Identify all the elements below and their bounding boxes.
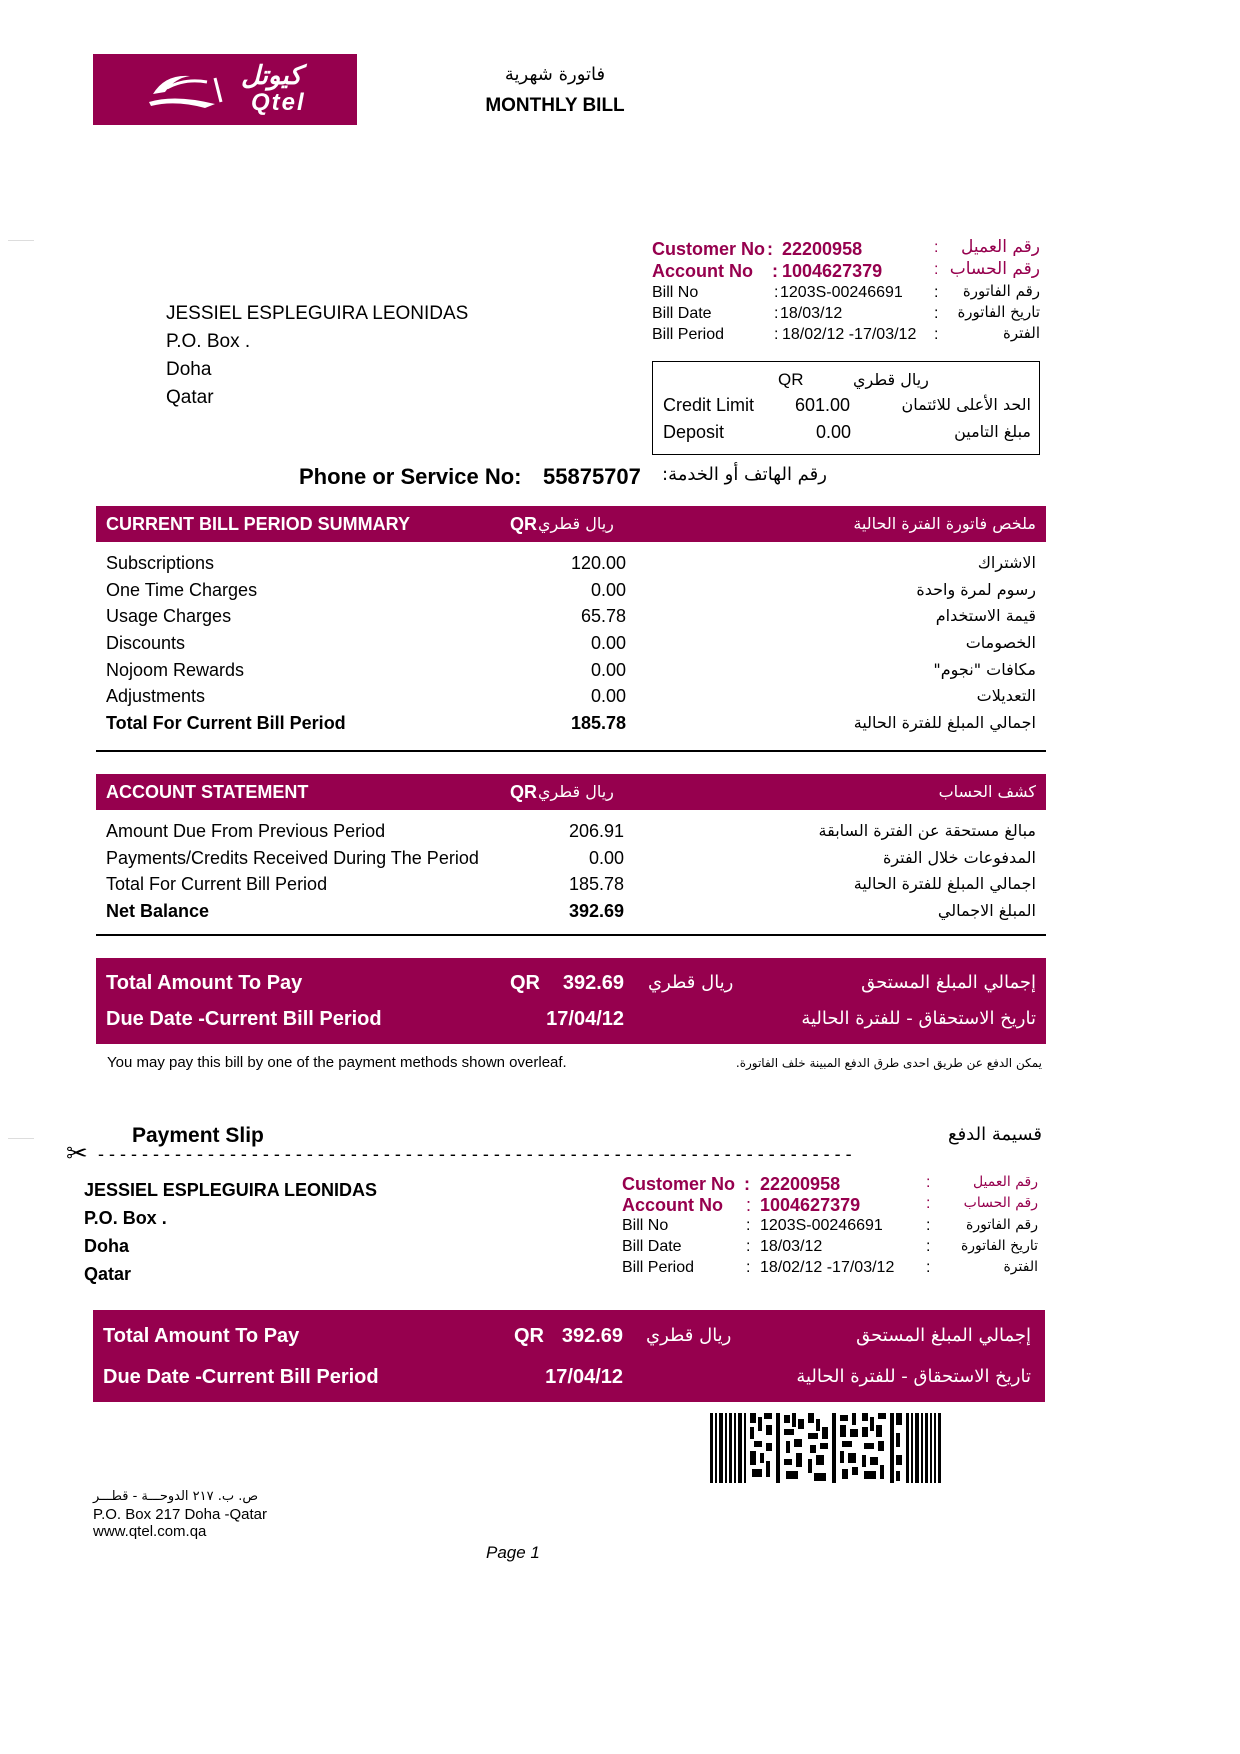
customer-no-value: 22200958: [782, 239, 863, 259]
statement-row-label: Payments/Credits Received During The Period: [106, 847, 479, 868]
slip-total-label: Total Amount To Pay: [103, 1325, 300, 1347]
bill-no-colon: :: [774, 284, 779, 301]
bill-no-sep: :: [934, 284, 939, 301]
account-no-value: 1004627379: [782, 261, 883, 281]
slip-bill-period-value: 18/02/12 -17/03/12: [760, 1259, 895, 1276]
credit-currency: QR: [778, 370, 804, 389]
summary-title: CURRENT BILL PERIOD SUMMARY: [106, 514, 411, 534]
account-no-arabic: رقم الحساب: [949, 259, 1040, 279]
summary-row-value: 120.00: [570, 553, 626, 573]
bill-date-colon: :: [774, 305, 779, 322]
slip-customer-no-label: Customer No: [622, 1174, 736, 1194]
payment-note-arabic: يمكن الدفع عن طريق احدى طرق الدفع المبينة خلف الفاتورة.: [735, 1056, 1042, 1070]
bill-no-value: 1203S-00246691: [780, 284, 903, 301]
summary-row-label: Usage Charges: [106, 606, 232, 627]
bill-no-arabic: رقم الفاتورة: [962, 282, 1040, 300]
customer-name: JESSIEL ESPLEGUIRA LEONIDAS: [166, 303, 469, 324]
total-amount-currency: QR: [510, 972, 540, 994]
slip-bill-period-arabic: الفترة: [1003, 1259, 1038, 1275]
slip-account-no-label: Account No: [622, 1195, 723, 1215]
slip-bill-no-colon: :: [746, 1217, 751, 1234]
qtel-swoosh-icon: [145, 64, 235, 114]
statement-total-row: [106, 901, 1036, 928]
net-balance-value: 392.69: [568, 901, 624, 922]
summary-header: [96, 506, 1046, 542]
footer-address: P.O. Box 217 Doha -Qatar: [93, 1506, 267, 1523]
slip-account-no-arabic: رقم الحساب: [963, 1195, 1038, 1211]
statement-row: [106, 874, 1036, 901]
slip-bill-date-label: Bill Date: [622, 1238, 682, 1255]
total-amount-box: [96, 958, 1046, 1044]
slip-account-no-value: 1004627379: [760, 1195, 861, 1215]
statement-row-value: 0.00: [588, 847, 624, 868]
summary-total-row: [106, 713, 1036, 740]
statement-row-label: Amount Due From Previous Period: [106, 821, 386, 841]
slip-due-date-label-arabic: تاريخ الاستحقاق - للفترة الحالية: [796, 1366, 1031, 1387]
statement-title-arabic: كشف الحساب: [938, 782, 1036, 801]
customer-no-label: Customer No: [652, 239, 766, 259]
summary-row-arabic: الخصومات: [965, 633, 1036, 653]
summary-currency: QR: [510, 514, 537, 534]
bill-date-value: 18/03/12: [780, 305, 843, 322]
deposit-arabic: مبلغ التامين: [954, 422, 1031, 441]
bill-title: MONTHLY BILL: [485, 95, 625, 116]
customer-city: Doha: [166, 359, 212, 380]
slip-bill-no-sep: :: [926, 1217, 931, 1234]
summary-row: [106, 580, 1036, 607]
summary-total-label: Total For Current Bill Period: [106, 713, 346, 734]
payment-slip-title: Payment Slip: [132, 1124, 264, 1147]
statement-row-arabic: المدفوعات خلال الفترة: [882, 847, 1036, 867]
summary-title-arabic: ملخص فاتورة الفترة الحالية: [853, 514, 1036, 533]
slip-account-info: [622, 1174, 1038, 1284]
page-number: Page 1: [486, 1543, 540, 1562]
summary-row-value: 0.00: [590, 633, 626, 654]
statement-row-arabic: اجمالي المبلغ للفترة الحالية: [853, 874, 1036, 894]
slip-total-currency: QR: [514, 1325, 544, 1347]
summary-divider: [96, 750, 1046, 752]
slip-city: Doha: [84, 1236, 129, 1256]
statement-rows: [106, 821, 1036, 928]
customer-address: [166, 300, 468, 412]
statement-divider: [96, 934, 1046, 936]
slip-po-box: P.O. Box .: [84, 1208, 167, 1228]
summary-total-value: 185.78: [570, 713, 626, 734]
summary-rows: [106, 553, 1036, 740]
statement-title: ACCOUNT STATEMENT: [106, 782, 309, 802]
summary-row-label: Nojoom Rewards: [106, 659, 245, 680]
summary-row-arabic: قيمة الاستخدام: [935, 606, 1036, 626]
footer-address-arabic: ص. ب. ٢١٧ الدوحـــة - قطـــر: [93, 1489, 259, 1504]
summary-row-arabic: التعديلات: [976, 686, 1036, 706]
slip-bill-date-value: 18/03/12: [760, 1238, 823, 1255]
phone-label: Phone or Service No:: [299, 464, 522, 489]
summary-row-arabic: رسوم لمرة واحدة: [916, 579, 1036, 599]
logo-latin-text: Qtel: [251, 89, 306, 116]
customer-country: Qatar: [166, 387, 214, 408]
statement-header: [96, 774, 1046, 810]
logo-arabic-text: كيوتل: [241, 61, 302, 91]
total-amount-label-arabic: إجمالي المبلغ المستحق: [861, 972, 1036, 993]
qtel-logo: [93, 54, 357, 125]
summary-row: [106, 686, 1036, 713]
statement-row-label: Total For Current Bill Period: [106, 874, 328, 895]
slip-total-box: [93, 1310, 1045, 1402]
summary-row-label: One Time Charges: [106, 579, 258, 600]
barcode-icon: [710, 1413, 942, 1483]
customer-po-box: P.O. Box .: [166, 331, 251, 352]
summary-currency-arabic: ريال قطري: [538, 514, 614, 533]
statement-row: [106, 848, 1036, 875]
slip-bill-date-colon: :: [746, 1238, 751, 1255]
phone-label-arabic: رقم الهاتف أو الخدمة:: [662, 464, 827, 485]
slip-total-currency-arabic: ريال قطري: [646, 1325, 732, 1346]
summary-row-label: Adjustments: [106, 686, 206, 707]
summary-row-label: Discounts: [106, 633, 186, 654]
due-date-label-arabic: تاريخ الاستحقاق - للفترة الحالية: [801, 1008, 1036, 1029]
statement-row-value: 185.78: [568, 874, 624, 895]
slip-bill-date-arabic: تاريخ الفاتورة: [960, 1238, 1038, 1254]
total-amount-currency-arabic: ريال قطري: [648, 972, 734, 993]
slip-due-date-value: 17/04/12: [545, 1366, 623, 1388]
slip-customer-no-arabic: رقم العميل: [972, 1174, 1038, 1190]
bill-period-label: Bill Period: [652, 326, 725, 343]
credit-limit-value: 601.00: [795, 395, 851, 415]
slip-total-value: 392.69: [561, 1325, 623, 1347]
summary-row-label: Subscriptions: [106, 553, 215, 573]
summary-row-value: 0.00: [590, 659, 626, 680]
phone-number: 55875707: [543, 464, 641, 489]
customer-no-arabic: رقم العميل: [961, 237, 1040, 257]
slip-bill-no-label: Bill No: [622, 1217, 669, 1234]
summary-row-arabic: مكافات "نجوم": [933, 659, 1036, 679]
slip-total-label-arabic: إجمالي المبلغ المستحق: [856, 1325, 1031, 1346]
slip-customer-no-value: 22200958: [760, 1174, 841, 1194]
account-no-label: Account No: [652, 261, 753, 281]
bill-date-label: Bill Date: [652, 305, 712, 322]
deposit-label: Deposit: [663, 422, 725, 442]
slip-customer-no-sep: :: [926, 1174, 931, 1191]
slip-bill-period-colon: :: [746, 1259, 751, 1276]
footer-website[interactable]: www.qtel.com.qa: [93, 1523, 207, 1540]
slip-due-date-label: Due Date -Current Bill Period: [103, 1366, 379, 1388]
customer-no-colon: :: [767, 239, 773, 259]
payment-note: You may pay this bill by one of the payment methods shown overleaf.: [107, 1054, 567, 1071]
total-amount-value: 392.69: [562, 972, 624, 994]
credit-box: [652, 361, 1040, 455]
total-amount-label: Total Amount To Pay: [106, 972, 303, 994]
slip-bill-period-sep: :: [926, 1259, 931, 1276]
payment-slip-title-arabic: قسيمة الدفع: [948, 1124, 1042, 1145]
due-date-label: Due Date -Current Bill Period: [106, 1008, 382, 1030]
bill-period-arabic: الفترة: [1003, 324, 1040, 342]
deposit-value: 0.00: [816, 422, 852, 442]
slip-country: Qatar: [84, 1264, 132, 1284]
account-info: [652, 239, 1040, 347]
slip-bill-period-label: Bill Period: [622, 1259, 695, 1276]
statement-row-arabic: مبالغ مستحقة عن الفترة السابقة: [818, 821, 1036, 840]
credit-limit-label: Credit Limit: [663, 395, 755, 415]
bill-period-sep: :: [934, 326, 939, 343]
summary-total-arabic: اجمالي المبلغ للفترة الحالية: [853, 713, 1036, 733]
credit-limit-arabic: الحد الأعلى للائتمان: [901, 395, 1031, 414]
bill-date-sep: :: [934, 305, 939, 322]
statement-row-value: 206.91: [568, 821, 624, 841]
slip-customer-name: JESSIEL ESPLEGUIRA LEONIDAS: [84, 1180, 378, 1200]
slip-bill-no-value: 1203S-00246691: [760, 1217, 883, 1234]
customer-no-sep: :: [934, 239, 939, 256]
cut-line: - - - - - - - - - - - - - - - - - - - - - - - - - - - - - - - - - - - - - - - - - - - - - - - - - - - - - - - - - - - - - - - - - - - - -: [98, 1144, 852, 1164]
summary-row: [106, 606, 1036, 633]
summary-row-value: 65.78: [580, 606, 626, 627]
scissors-icon: ✂: [66, 1138, 88, 1168]
summary-row: [106, 660, 1036, 687]
statement-currency: QR: [510, 782, 537, 802]
account-no-sep: :: [934, 261, 939, 278]
slip-bill-no-arabic: رقم الفاتورة: [966, 1217, 1038, 1233]
slip-bill-date-sep: :: [926, 1238, 931, 1255]
summary-row-arabic: الاشتراك: [977, 553, 1036, 572]
slip-account-no-sep: :: [926, 1195, 931, 1212]
summary-row-value: 0.00: [590, 686, 626, 707]
slip-account-no-colon: :: [746, 1195, 752, 1215]
bill-period-value: 18/02/12 -17/03/12: [782, 326, 917, 343]
fold-mark-bottom: [8, 1138, 34, 1139]
net-balance-label: Net Balance: [106, 901, 210, 922]
slip-customer-no-colon: :: [744, 1174, 750, 1194]
net-balance-arabic: المبلغ الاجمالي: [937, 901, 1036, 921]
summary-row: [106, 553, 1036, 580]
bill-title-arabic: فاتورة شهرية: [504, 64, 606, 85]
account-no-colon: :: [772, 261, 778, 281]
slip-address: [84, 1176, 377, 1288]
due-date-value: 17/04/12: [546, 1008, 624, 1030]
bill-period-colon: :: [774, 326, 779, 343]
bill-no-label: Bill No: [652, 284, 699, 301]
summary-row: [106, 633, 1036, 660]
credit-currency-arabic: ريال قطري: [853, 370, 929, 389]
statement-row: [106, 821, 1036, 848]
statement-currency-arabic: ريال قطري: [538, 782, 614, 801]
fold-mark-top: [8, 240, 34, 241]
summary-row-value: 0.00: [590, 579, 626, 600]
bill-date-arabic: تاريخ الفاتورة: [957, 303, 1040, 321]
